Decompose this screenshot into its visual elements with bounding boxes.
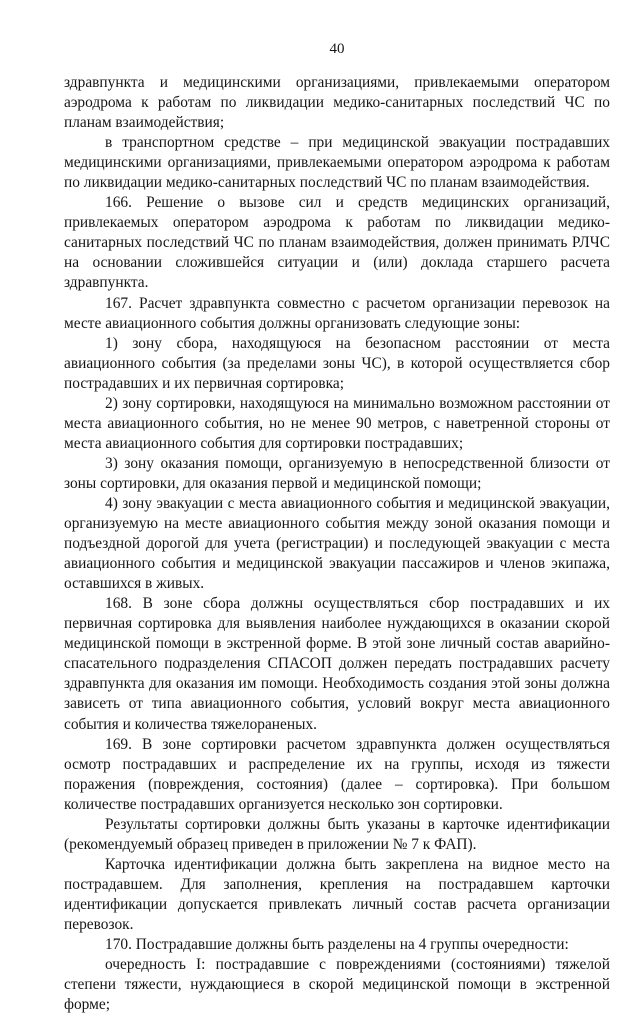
page-number: 40 xyxy=(329,41,345,57)
list-item-2: 2) зону сортировки, находящуюся на минимально возможном расстоянии от места авиационного события, но не менее 90 метров, с наветренной стороны от места авиационного события для сортировки пострадавших; xyxy=(64,394,610,452)
paragraph-transport: в транспортном средстве – при медицинской эвакуации пострадавших медицинскими организациями, привлекаемыми оператором аэродрома к работам по ликвидации медико-санитарных последствий ЧС по планам взаимодействия. xyxy=(64,134,610,192)
paragraph-168: 168. В зоне сбора должны осуществляться сбор пострадавших и их первичная сортировка для выявления наиболее нуждающихся в оказании скорой медицинской помощи в экстренной форме. В этой зоне личный состав аварийно-спасательного подразделения СПАСОП должен передать пострадавших расчету здравпункта для оказания им помощи. Необходимость создания этой зоны должна зависеть от типа авиационного события, условий вокруг места авиационного события и количества тяжелораненых. xyxy=(64,595,610,733)
paragraph-id-card: Карточка идентификации должна быть закреплена на видное место на пострадавшем. Для заполнения, крепления на пострадавшем карточки идентификации допускается привлекать личный состав расчета организации перевозок. xyxy=(64,855,610,933)
document-body xyxy=(64,73,610,1015)
list-item-4: 4) зону эвакуации с места авиационного события и медицинской эвакуации, организуемую на месте авиационного события между зоной оказания помощи и подъездной дорогой для учета (регистрации) и последующей эвакуации с места авиационного события и медицинской эвакуации пассажиров и членов экипажа, оставшихся в живых. xyxy=(64,494,610,593)
list-item-1: 1) зону сбора, находящуюся на безопасном расстоянии от места авиационного события (за пределами зоны ЧС), в которой осуществляется сбор пострадавших и их первичная сортировка; xyxy=(64,334,610,392)
paragraph-167: 167. Расчет здравпункта совместно с расчетом организации перевозок на месте авиационного события должны организовать следующие зоны: xyxy=(64,294,610,332)
paragraph-169: 169. В зоне сортировки расчетом здравпункта должен осуществляться осмотр пострадавших и распределение их на группы, исходя из тяжести поражения (повреждения, состояния) (далее – сортировка). При большом количестве пострадавших организуется несколько зон сортировки. xyxy=(64,735,610,813)
paragraph-priority-1: очередность I: пострадавшие с повреждениями (состояниями) тяжелой степени тяжести, нуждающиеся в скорой медицинской помощи в экстренной форме; xyxy=(64,956,610,1014)
paragraph-sorting-results: Результаты сортировки должны быть указаны в карточке идентификации (рекомендуемый образец приведен в приложении № 7 к ФАП). xyxy=(64,815,610,853)
paragraph-continuation: здравпункта и медицинскими организациями, привлекаемыми оператором аэродрома к работам по ликвидации медико-санитарных последствий ЧС по планам взаимодействия; xyxy=(64,74,610,132)
paragraph-166: 166. Решение о вызове сил и средств медицинских организаций, привлекаемых оператором аэродрома к работам по ликвидации медико-санитарных последствий ЧС по планам взаимодействия, должен принимать РЛЧС на основании сложившейся ситуации и (или) доклада старшего расчета здравпункта. xyxy=(64,194,610,292)
list-item-3: 3) зону оказания помощи, организуемую в непосредственной близости от зоны сортировки, для оказания первой и медицинской помощи; xyxy=(64,454,610,492)
paragraph-170: 170. Пострадавшие должны быть разделены на 4 группы очередности: xyxy=(105,936,569,954)
